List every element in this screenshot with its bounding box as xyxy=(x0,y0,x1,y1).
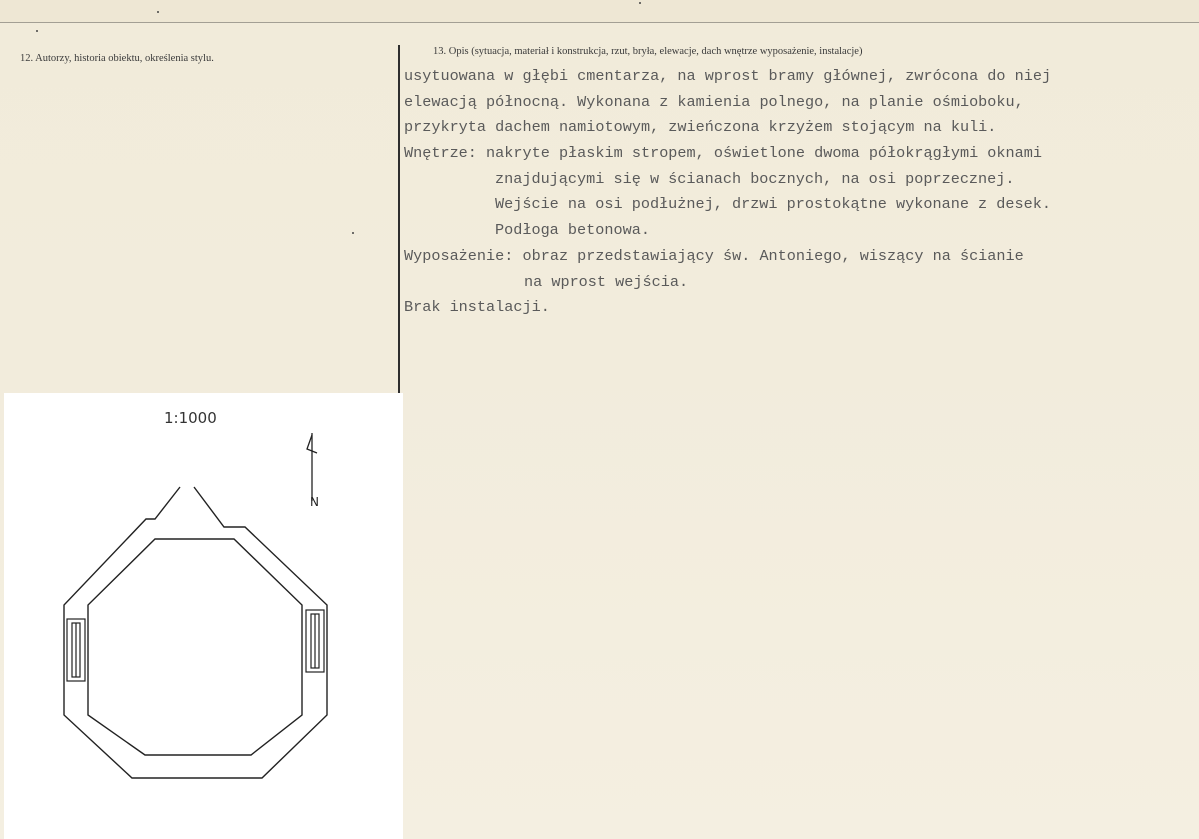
inner-wall-outline xyxy=(88,539,302,755)
description-line: znajdującymi się w ścianach bocznych, na osi poprzecznej. xyxy=(495,169,1015,188)
west-window xyxy=(67,619,85,681)
description-line: elewacją północną. Wykonana z kamienia polnego, na planie ośmioboku, xyxy=(404,92,1024,111)
north-arrow-icon xyxy=(307,433,317,501)
section-12-heading: 12. Autorzy, historia obiektu, określenia stylu. xyxy=(20,53,214,64)
description-line: Podłoga betonowa. xyxy=(495,221,650,240)
description-line: przykryta dachem namiotowym, zwieńczona krzyżem stojącym na kuli. xyxy=(404,118,997,137)
description-line: na wprost wejścia. xyxy=(524,272,689,291)
east-window xyxy=(306,610,324,672)
octagonal-floor-plan xyxy=(4,393,403,839)
outer-wall-outline xyxy=(64,487,327,778)
section-13-heading: 13. Opis (sytuacja, materiał i konstrukcja, rzut, bryła, elewacje, dach wnętrze wyposażenie, instalacje) xyxy=(433,46,863,57)
north-label: N xyxy=(310,495,319,509)
description-line: Wejście na osi podłużnej, drzwi prostokątne wykonane z desek. xyxy=(495,195,1051,214)
paper-speck xyxy=(157,11,159,13)
card-top-edge xyxy=(0,0,1199,23)
description-line: usytuowana w głębi cmentarza, na wprost bramy głównej, zwrócona do niej xyxy=(404,67,1052,85)
scale-label: 1:1000 xyxy=(164,409,217,427)
description-line: Wnętrze: nakryte płaskim stropem, oświetlone dwoma półokrągłymi oknami xyxy=(404,144,1042,163)
description-line: Wyposażenie: obraz przedstawiający św. Antoniego, wiszący na ścianie xyxy=(404,246,1024,265)
typed-description xyxy=(404,64,1194,321)
paper-speck xyxy=(36,30,38,32)
floor-plan-card xyxy=(4,393,403,839)
description-line: Brak instalacji. xyxy=(404,298,550,317)
paper-speck xyxy=(352,232,354,234)
paper-speck xyxy=(639,2,641,4)
